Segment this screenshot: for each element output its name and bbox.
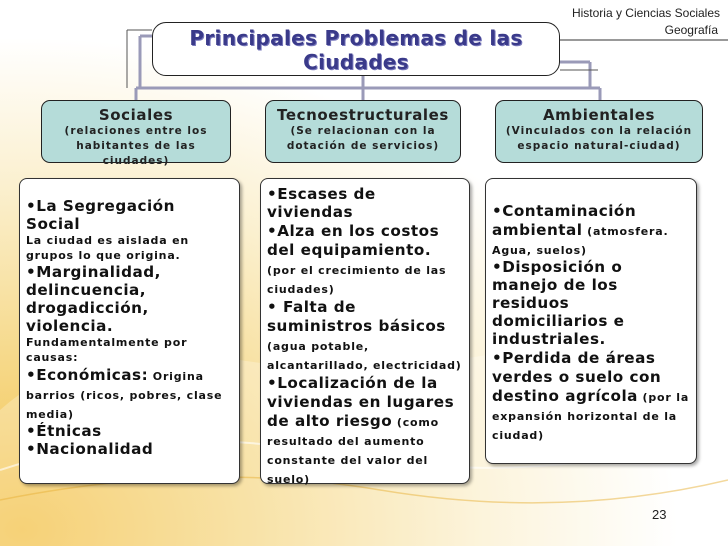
category-subtitle: dotación de servicios) <box>286 140 440 152</box>
list-item-economicas: •Económicas: <box>26 366 149 384</box>
title-line-2: Ciudades <box>303 50 409 74</box>
list-note: (atmosfera. Agua, suelos) <box>492 225 669 257</box>
list-item-disposicion: •Disposición o manejo de los residuos domiciliarios e industriales. <box>492 258 625 348</box>
tecnoestructurales-list-box <box>260 178 470 484</box>
list-note: (agua potable, alcantarillado, electricidad) <box>267 340 462 372</box>
list-item-nacionalidad: •Nacionalidad <box>26 440 154 458</box>
subject-header: Historia y Ciencias Sociales <box>571 6 720 20</box>
list-item-perdida: •Perdida de áreas verdes o suelo con destino agrícola <box>492 349 662 405</box>
list-item-etnicas: •Étnicas <box>26 422 102 440</box>
category-title: Tecnoestructurales <box>277 106 449 124</box>
category-subtitle: habitantes de las ciudades) <box>76 140 196 167</box>
category-tecnoestructurales <box>265 100 461 163</box>
list-item-escases: •Escases de viviendas <box>267 185 376 221</box>
category-subtitle: (Vinculados con la relación <box>505 125 693 137</box>
list-item-segregacion: •La Segregación Social <box>26 197 175 233</box>
category-subtitle: espacio natural-ciudad) <box>517 140 681 152</box>
list-note: Origina barrios (ricos, pobres, clase media) <box>26 370 223 421</box>
category-title: Sociales <box>98 106 174 124</box>
category-title: Ambientales <box>542 106 656 124</box>
page-number: 23 <box>652 507 667 522</box>
category-subtitle: (relaciones entre los <box>64 125 208 137</box>
list-item-marginalidad: •Marginalidad, delincuencia, drogadicción, violencia. <box>26 263 161 335</box>
sociales-list-box <box>19 178 240 484</box>
list-note: Fundamentalmente por causas: <box>26 336 188 364</box>
list-note: (por la expansión horizontal de la ciudad) <box>492 391 690 442</box>
list-note: La ciudad es aislada en grupos lo que origina. <box>26 234 189 262</box>
title-line-1: Principales Problemas de las <box>189 26 523 50</box>
category-sociales <box>41 100 231 167</box>
main-title-box <box>152 22 560 76</box>
category-ambientales <box>495 100 703 163</box>
ambientales-list-box <box>485 178 697 464</box>
list-note: (por el crecimiento de las ciudades) <box>267 264 447 296</box>
list-item-alza: •Alza en los costos del equipamiento. <box>267 222 440 259</box>
category-subtitle: (Se relacionan con la <box>290 125 436 137</box>
list-item-falta: • Falta de suministros básicos <box>267 298 446 335</box>
subject-subheader: Geografía <box>664 23 718 37</box>
list-note: (como resultado del aumento constante del valor del suelo) <box>267 416 440 486</box>
list-item-contaminacion: •Contaminación ambiental <box>492 202 637 239</box>
list-item-localizacion: •Localización de la viviendas en lugares de alto riesgo <box>267 374 455 430</box>
